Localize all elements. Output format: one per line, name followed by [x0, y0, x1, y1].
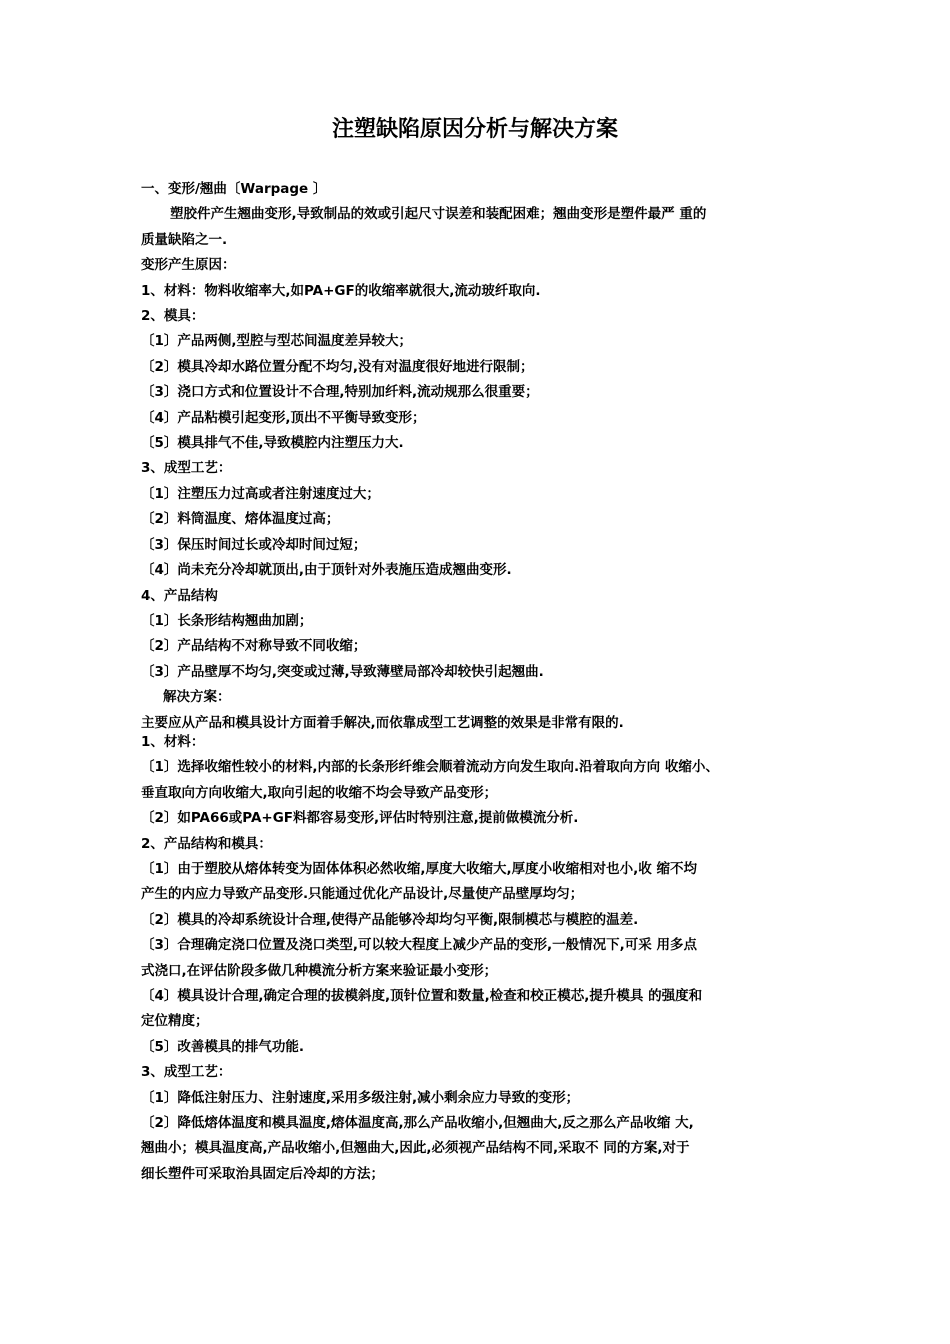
- subheading-mold: 2、模具：: [141, 308, 205, 325]
- list-item: 〔1〕由于塑胶从熔体转变为固体体积必然收缩,厚度大收缩大,厚度小收缩相对也小,收 缩不均: [141, 860, 697, 877]
- subheading-process-solutions: 3、成型工艺：: [141, 1064, 232, 1081]
- list-item: 〔5〕改善模具的排气功能.: [141, 1038, 305, 1055]
- list-item: 〔1〕注塑压力过高或者注射速度过大；: [141, 485, 380, 502]
- paragraph-line: 塑胶件产生翘曲变形,导致制品的效或引起尺寸误差和装配困难；翘曲变形是塑件最严 重的: [170, 206, 707, 223]
- list-item: 〔1〕降低注射压力、注射速度,采用多级注射,减小剩余应力导致的变形；: [141, 1089, 580, 1106]
- paragraph-line: 质量缺陷之一.: [141, 231, 228, 248]
- list-item: 〔1〕选择收缩性较小的材料,内部的长条形纤维会顺着流动方向发生取向.沿着取向方向 收缩小、: [141, 759, 719, 776]
- document-title: 注塑缺陷原因分析与解决方案: [331, 117, 618, 142]
- list-item: 〔2〕模具冷却水路位置分配不均匀,没有对温度很好地进行限制；: [141, 358, 534, 375]
- list-item: 〔3〕保压时间过长或冷却时间过短；: [141, 536, 367, 553]
- subheading-structure: 4、产品结构: [141, 587, 218, 604]
- list-item: 〔2〕模具的冷却系统设计合理,使得产品能够冷却均匀平衡,限制模芯与模腔的温差.: [141, 911, 639, 928]
- list-item-continued: 产生的内应力导致产品变形.只能通过优化产品设计,尽量使产品壁厚均匀；: [141, 886, 584, 903]
- list-item: 〔2〕料筒温度、熔体温度过高；: [141, 511, 340, 528]
- document-body: [141, 177, 831, 1187]
- list-item: 〔3〕合理确定浇口位置及浇口类型,可以较大程度上减少产品的变形,一般情况下,可采 用多点: [141, 937, 697, 954]
- list-item: 〔2〕产品结构不对称导致不同收缩；: [141, 638, 367, 655]
- list-item: 〔3〕产品壁厚不均匀,突变或过薄,导致薄壁局部冷却较快引起翘曲.: [141, 663, 544, 680]
- list-item: 〔4〕尚未充分冷却就顶出,由于顶针对外表施压造成翘曲变形.: [141, 562, 512, 579]
- subheading-solutions: 解决方案：: [163, 689, 231, 706]
- list-item: 1、材料：物料收缩率大,如PA+GF的收缩率就很大,流动玻纤取向.: [141, 282, 541, 299]
- subheading-material: 1、材料：: [141, 733, 205, 750]
- paragraph-line: 主要应从产品和模具设计方面着手解决,而依靠成型工艺调整的效果是非常有限的.: [141, 714, 624, 731]
- list-item-continued: 式浇口,在评估阶段多做几种模流分析方案来验证最小变形；: [141, 962, 498, 979]
- section-heading-warpage: 一、变形/翘曲〔Warpage 〕: [141, 181, 327, 197]
- list-item-continued: 定位精度；: [141, 1013, 209, 1030]
- list-item-continued: 垂直取向方向收缩大,取向引起的收缩不均会导致产品变形；: [141, 784, 498, 801]
- subheading-causes: 变形产生原因：: [141, 257, 236, 274]
- subheading-process: 3、成型工艺：: [141, 460, 232, 477]
- list-item: 〔4〕模具设计合理,确定合理的拔模斜度,顶针位置和数量,检查和校正模芯,提升模具 的强度和: [141, 988, 703, 1004]
- list-item-continued: 翘曲小；模具温度高,产品收缩小,但翘曲大,因此,必须视产品结构不同,采取不 同的方案,对于: [141, 1140, 690, 1157]
- list-item: 〔4〕产品粘模引起变形,顶出不平衡导致变形；: [141, 409, 426, 426]
- list-item-continued: 细长塑件可采取治具固定后冷却的方法；: [141, 1165, 384, 1182]
- list-item: 〔1〕长条形结构翘曲加剧；: [141, 612, 313, 629]
- list-item: 〔2〕降低熔体温度和模具温度,熔体温度高,那么产品收缩小,但翘曲大,反之那么产品收缩 大,: [141, 1115, 694, 1132]
- list-item: 〔1〕产品两侧,型腔与型芯间温度差异较大；: [141, 333, 413, 350]
- list-item: 〔2〕如PA66或PA+GF料都容易变形,评估时特别注意,提前做模流分析.: [141, 810, 579, 827]
- list-item: 〔3〕浇口方式和位置设计不合理,特别加纤料,流动规那么很重要；: [141, 384, 539, 401]
- list-item: 〔5〕模具排气不佳,导致模腔内注塑压力大.: [141, 435, 404, 452]
- subheading-structure-mold: 2、产品结构和模具：: [141, 835, 272, 852]
